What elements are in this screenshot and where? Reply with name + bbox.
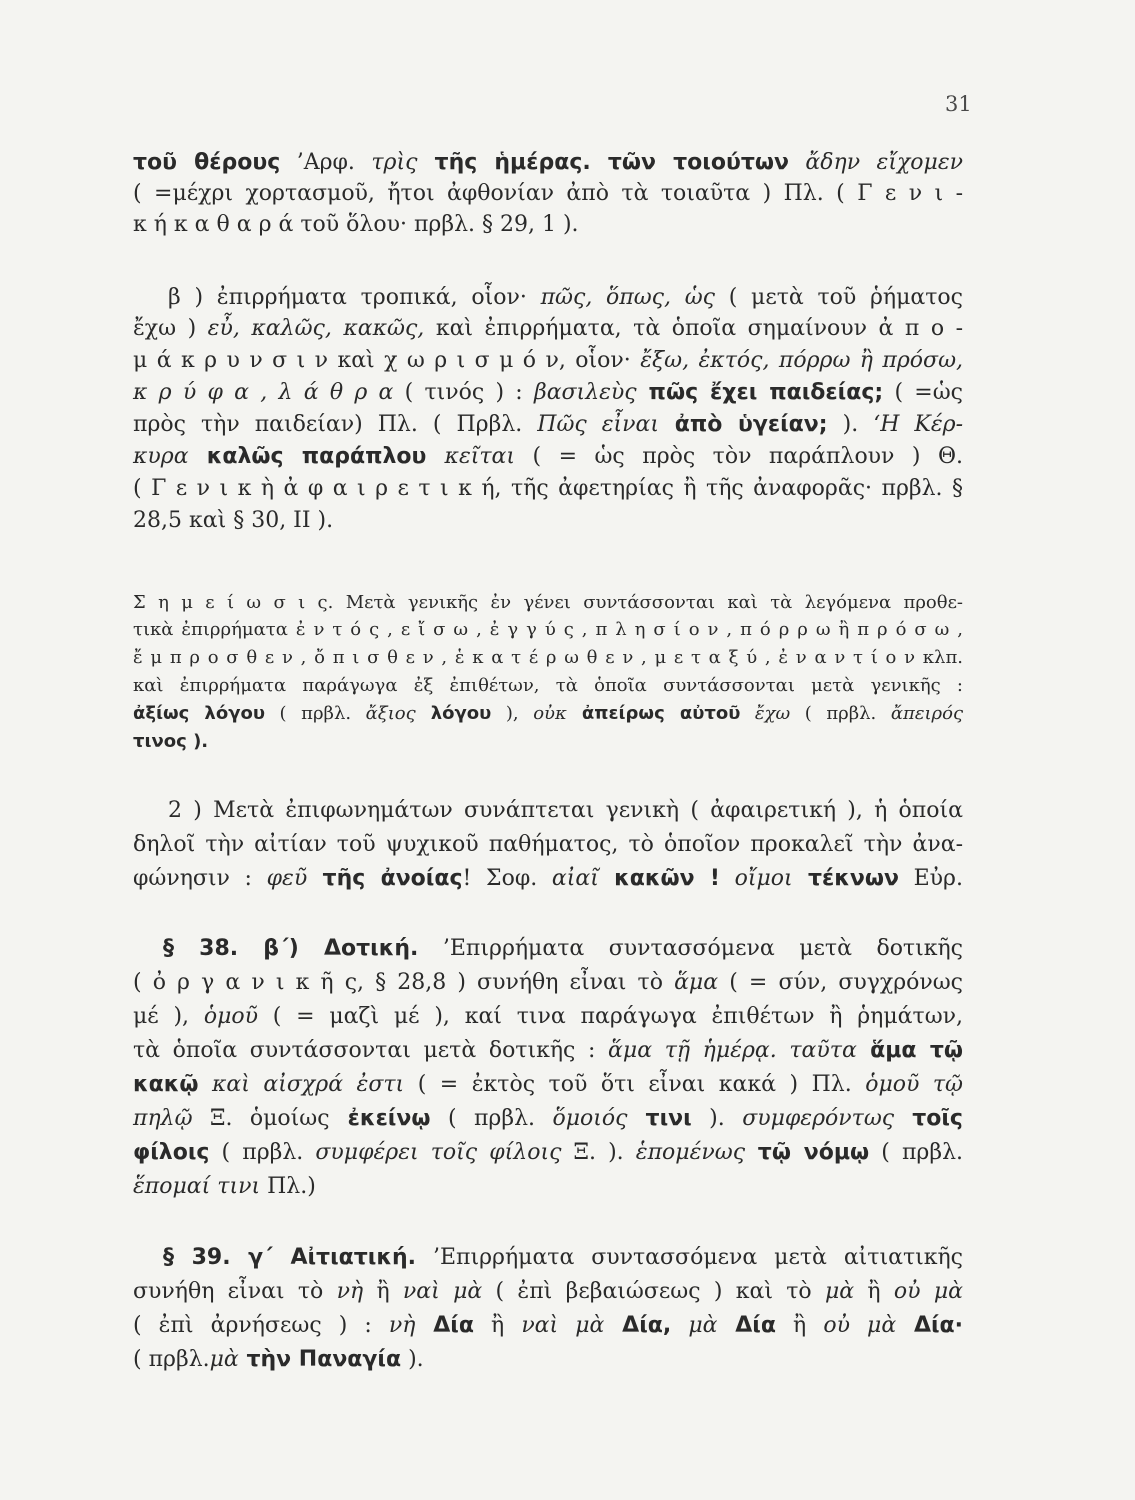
text-line: κ ή κ α θ α ρ ά τοῦ ὅλου· πρβλ. § 29, 1 ). [133, 212, 579, 237]
text-line: φίλοις ( πρβλ. συμφέρει τοῖς φίλοις Ξ. ). ἑπομένως τῷ νόμῳ ( πρβλ. [133, 1140, 963, 1165]
text-line: τοῦ θέρους ’Αρφ. τρὶς τῆς ἡμέρας. τῶν τοιούτων ἄδην εἴχομεν [133, 150, 963, 175]
note-line: Σ η μ ε ί ω σ ι ς. Μετὰ γενικῆς ἐν γένει συντάσσονται καὶ τὰ λεγόμενα προθε- [133, 592, 963, 613]
text-line: δηλοῖ τὴν αἰτίαν τοῦ ψυχικοῦ παθήματος, τὸ ὁποῖον προκαλεῖ τὴν ἀνα- [133, 832, 963, 857]
note-line: ἀξίως λόγου ( πρβλ. ἄξιος λόγου ), οὐκ ἀπείρως αὐτοῦ ἔχω ( πρβλ. ἄπειρός [133, 703, 964, 724]
text-line: φώνησιν : φεῦ τῆς ἀνοίας! Σοφ. αἰαῖ κακῶν ! οἴμοι τέκνων Εὐρ. [133, 866, 963, 891]
text-line: ἔχω ) εὖ, καλῶς, κακῶς, καὶ ἐπιρρήματα, τὰ ὁποῖα σημαίνουν ἀ π ο - [133, 316, 964, 341]
text-line: πρὸς τὴν παιδείαν) Πλ. ( Πρβλ. Πῶς εἶναι ἀπὸ ὑγείαν; ). ‘Η Κέρ- [133, 412, 964, 437]
note-line: τινος ). [133, 731, 209, 752]
text-line: μ ά κ ρ υ ν σ ι ν καὶ χ ω ρ ι σ μ ό ν, οἷον· ἔξω, ἐκτός, πόρρω ἢ πρόσω, [133, 348, 964, 373]
text-line: 28,5 καὶ § 30, ΙΙ ). [133, 508, 334, 533]
text-line: συνήθη εἶναι τὸ νὴ ἢ ναὶ μὰ ( ἐπὶ βεβαιώσεως ) καὶ τὸ μὰ ἢ οὐ μὰ [133, 1279, 963, 1304]
text-line: ( Γ ε ν ι κ ὴ ἀ φ α ι ρ ε τ ι κ ή, τῆς ἀφετηρίας ἢ τῆς ἀναφορᾶς· πρβλ. § [133, 476, 964, 501]
section-39-heading: § 39. γ΄ Αἰτιατική. ’Επιρρήματα συντασσόμενα μετὰ αἰτιατικῆς [163, 1245, 964, 1270]
text-line: 2 ) Μετὰ ἐπιφωνημάτων συνάπτεται γενικὴ ( ἀφαιρετική ), ἡ ὁποία [168, 798, 963, 823]
text-line: μέ ), ὁμοῦ ( = μαζὶ μέ ), καί τινα παράγωγα ἐπιθέτων ἢ ῥημάτων, [133, 1004, 963, 1029]
text-line: ( ὀ ρ γ α ν ι κ ῆ ς, § 28,8 ) συνήθη εἶναι τὸ ἅμα ( = σύν, συγχρόνως [133, 970, 964, 995]
page-number: 31 [945, 92, 972, 116]
section-38-heading: § 38. β΄) Δοτική. ’Επιρρήματα συντασσόμενα μετὰ δοτικῆς [163, 936, 963, 961]
text-line: ἕπομαί τινι Πλ.) [133, 1174, 316, 1199]
text-line: β ) ἐπιρρήματα τροπικά, οἷον· πῶς, ὅπως, ὡς ( μετὰ τοῦ ῥήματος [168, 285, 964, 310]
note-line: ἔ μ π ρ ο σ θ ε ν , ὄ π ι σ θ ε ν , ἑ κ α τ έ ρ ω θ ε ν , μ ε τ α ξ ύ , ἐ ν α ν τ ί ο ν κλπ. [133, 647, 963, 668]
text-line: ( ἐπὶ ἀρνήσεως ) : νὴ Δία ἢ ναὶ μὰ Δία, μὰ Δία ἢ οὐ μὰ Δία· [133, 1313, 964, 1338]
text-line: κ ρ ύ φ α , λ ά θ ρ α ( τινός ) : βασιλεὺς πῶς ἔχει παιδείας; ( =ὡς [133, 380, 963, 405]
note-line: καὶ ἐπιρρήματα παράγωγα ἐξ ἐπιθέτων, τὰ ὁποῖα συντάσσονται μετὰ γενικῆς : [133, 675, 963, 696]
text-line: ( =μέχρι χορτασμοῦ, ἤτοι ἀφθονίαν ἀπὸ τὰ τοιαῦτα ) Πλ. ( Γ ε ν ι - [133, 181, 964, 206]
text-line: πηλῷ Ξ. ὁμοίως ἐκείνῳ ( πρβλ. ὅμοιός τινι ). συμφερόντως τοῖς [133, 1106, 963, 1131]
text-line: κακῷ καὶ αἰσχρά ἐστι ( = ἐκτὸς τοῦ ὅτι εἶναι κακά ) Πλ. ὁμοῦ τῷ [133, 1072, 963, 1097]
text-line: κυρα καλῶς παράπλου κεῖται ( = ὡς πρὸς τὸν παράπλουν ) Θ. [133, 444, 963, 469]
text-line: ( πρβλ.μὰ τὴν Παναγία ). [133, 1347, 424, 1372]
note-line: τικὰ ἐπιρρήματα ἐ ν τ ό ς , ε ἴ σ ω , ἐ γ γ ύ ς , π λ η σ ί ο ν , π ό ρ ρ ω ἢ π ρ ό σ ω , [133, 619, 964, 640]
text-line: τὰ ὁποῖα συντάσσονται μετὰ δοτικῆς : ἅμα τῇ ἡμέρᾳ. ταῦτα ἅμα τῷ [133, 1038, 963, 1063]
